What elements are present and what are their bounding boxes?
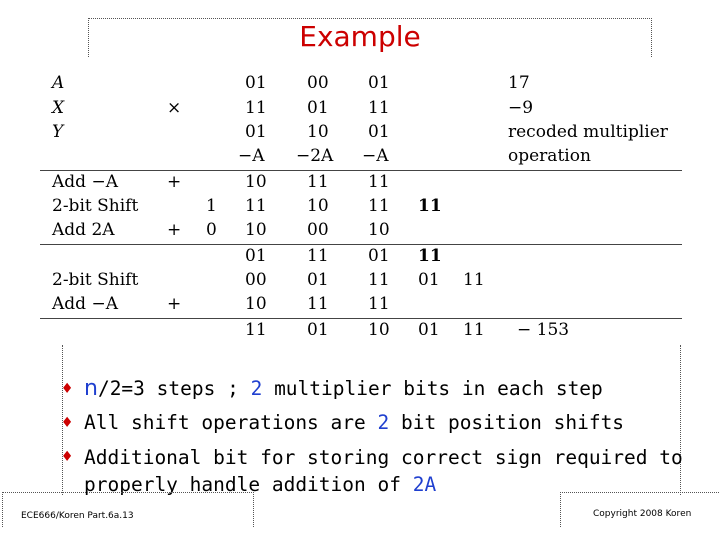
- row-11-col-1: 11: [245, 320, 267, 340]
- row-9-col-2: 01: [307, 270, 329, 290]
- row-6-sign-bit: 1: [206, 196, 217, 216]
- footer-left: [2, 492, 254, 527]
- table-divider-3: [40, 318, 682, 319]
- row-3-col-1: 01: [245, 122, 267, 142]
- row-11-col-3: 10: [368, 320, 390, 340]
- row-9-col-3: 11: [368, 270, 390, 290]
- bullet-item-3: [62, 444, 702, 498]
- row-1-col-3: 01: [368, 73, 390, 93]
- row-7-col-2: 00: [307, 220, 329, 240]
- row-2-col-1: 11: [245, 98, 267, 118]
- bullet-item-1: [62, 372, 702, 406]
- row-8-col-4: 11: [418, 246, 442, 266]
- row-6-col-1: 11: [245, 196, 267, 216]
- row-10-col-1: 10: [245, 294, 267, 314]
- row-4-col-2: −2A: [296, 146, 334, 166]
- bullet-item-2: [62, 406, 702, 440]
- row-3-note: recoded multiplier: [508, 122, 668, 142]
- row-2-note: −9: [508, 98, 534, 118]
- bullet-1-text-c: multiplier bits in each step: [262, 377, 603, 400]
- row-9-col-4: 01: [418, 270, 440, 290]
- row-8-col-1: 01: [245, 246, 267, 266]
- bullet-2-value: 2: [377, 411, 390, 434]
- table-divider-2: [40, 244, 682, 245]
- row-7-operator: +: [167, 220, 182, 240]
- row-6-col-3: 11: [368, 196, 390, 216]
- bullet-1-value: 2: [250, 377, 263, 400]
- bullet-3-text-a: Additional bit for storing correct sign required to properly handle addition of: [84, 446, 683, 496]
- bullet-2-text-a: All shift operations are: [84, 411, 378, 434]
- row-4-col-3: −A: [362, 146, 389, 166]
- row-3-col-2: 10: [307, 122, 329, 142]
- row-11-note: − 153: [517, 320, 570, 340]
- row-2-operator: ×: [167, 98, 182, 118]
- row-3-col-3: 01: [368, 122, 390, 142]
- table-divider-1: [40, 170, 682, 171]
- row-5-label: Add −A: [52, 172, 118, 192]
- row-5-operator: +: [167, 172, 182, 192]
- row-6-label: 2-bit Shift: [52, 196, 139, 216]
- row-5-col-1: 10: [245, 172, 267, 192]
- row-10-col-2: 11: [307, 294, 329, 314]
- row-1-note: 17: [508, 73, 530, 93]
- row-2-label: X: [52, 98, 65, 118]
- row-9-label: 2-bit Shift: [52, 270, 139, 290]
- row-1-col-2: 00: [307, 73, 329, 93]
- row-5-col-2: 11: [307, 172, 329, 192]
- bullet-2-text-c: bit position shifts: [389, 411, 625, 434]
- bullet-3-value: 2A: [412, 473, 437, 496]
- footer-course-label: ECE666/Koren Part.6a.13: [21, 511, 134, 521]
- row-2-col-3: 11: [368, 98, 390, 118]
- row-11-col-4: 01: [418, 320, 440, 340]
- row-4-col-1: −A: [238, 146, 265, 166]
- row-7-col-3: 10: [368, 220, 390, 240]
- row-11-col-2: 01: [307, 320, 329, 340]
- row-4-note: operation: [508, 146, 591, 166]
- row-8-col-3: 01: [368, 246, 390, 266]
- row-5-col-3: 11: [368, 172, 390, 192]
- row-7-label: Add 2A: [52, 220, 115, 240]
- row-8-col-2: 11: [307, 246, 329, 266]
- bullet-icon: ♦: [62, 447, 73, 467]
- row-7-sign-bit: 0: [206, 220, 217, 240]
- bullet-icon: ♦: [62, 413, 73, 433]
- row-11-col-5: 11: [463, 320, 485, 340]
- footer-copyright: Copyright 2008 Koren: [593, 509, 692, 519]
- slide-title: Example: [299, 20, 421, 53]
- row-9-col-1: 00: [245, 270, 267, 290]
- row-10-col-3: 11: [368, 294, 390, 314]
- row-3-label: Y: [52, 122, 64, 142]
- row-10-label: Add −A: [52, 294, 118, 314]
- bullet-1-text-a: /2=3 steps ;: [97, 377, 251, 400]
- row-7-col-1: 10: [245, 220, 267, 240]
- row-10-operator: +: [167, 294, 182, 314]
- row-6-col-2: 10: [307, 196, 329, 216]
- row-1-label: A: [52, 73, 65, 93]
- row-9-col-5: 11: [463, 270, 485, 290]
- bullet-icon: ♦: [62, 379, 73, 399]
- row-1-col-1: 01: [245, 73, 267, 93]
- row-6-col-4: 11: [418, 196, 442, 216]
- bullet-1-n: n: [84, 376, 98, 401]
- footer-right: [560, 492, 720, 527]
- row-2-col-2: 01: [307, 98, 329, 118]
- bullet-list: [62, 372, 702, 498]
